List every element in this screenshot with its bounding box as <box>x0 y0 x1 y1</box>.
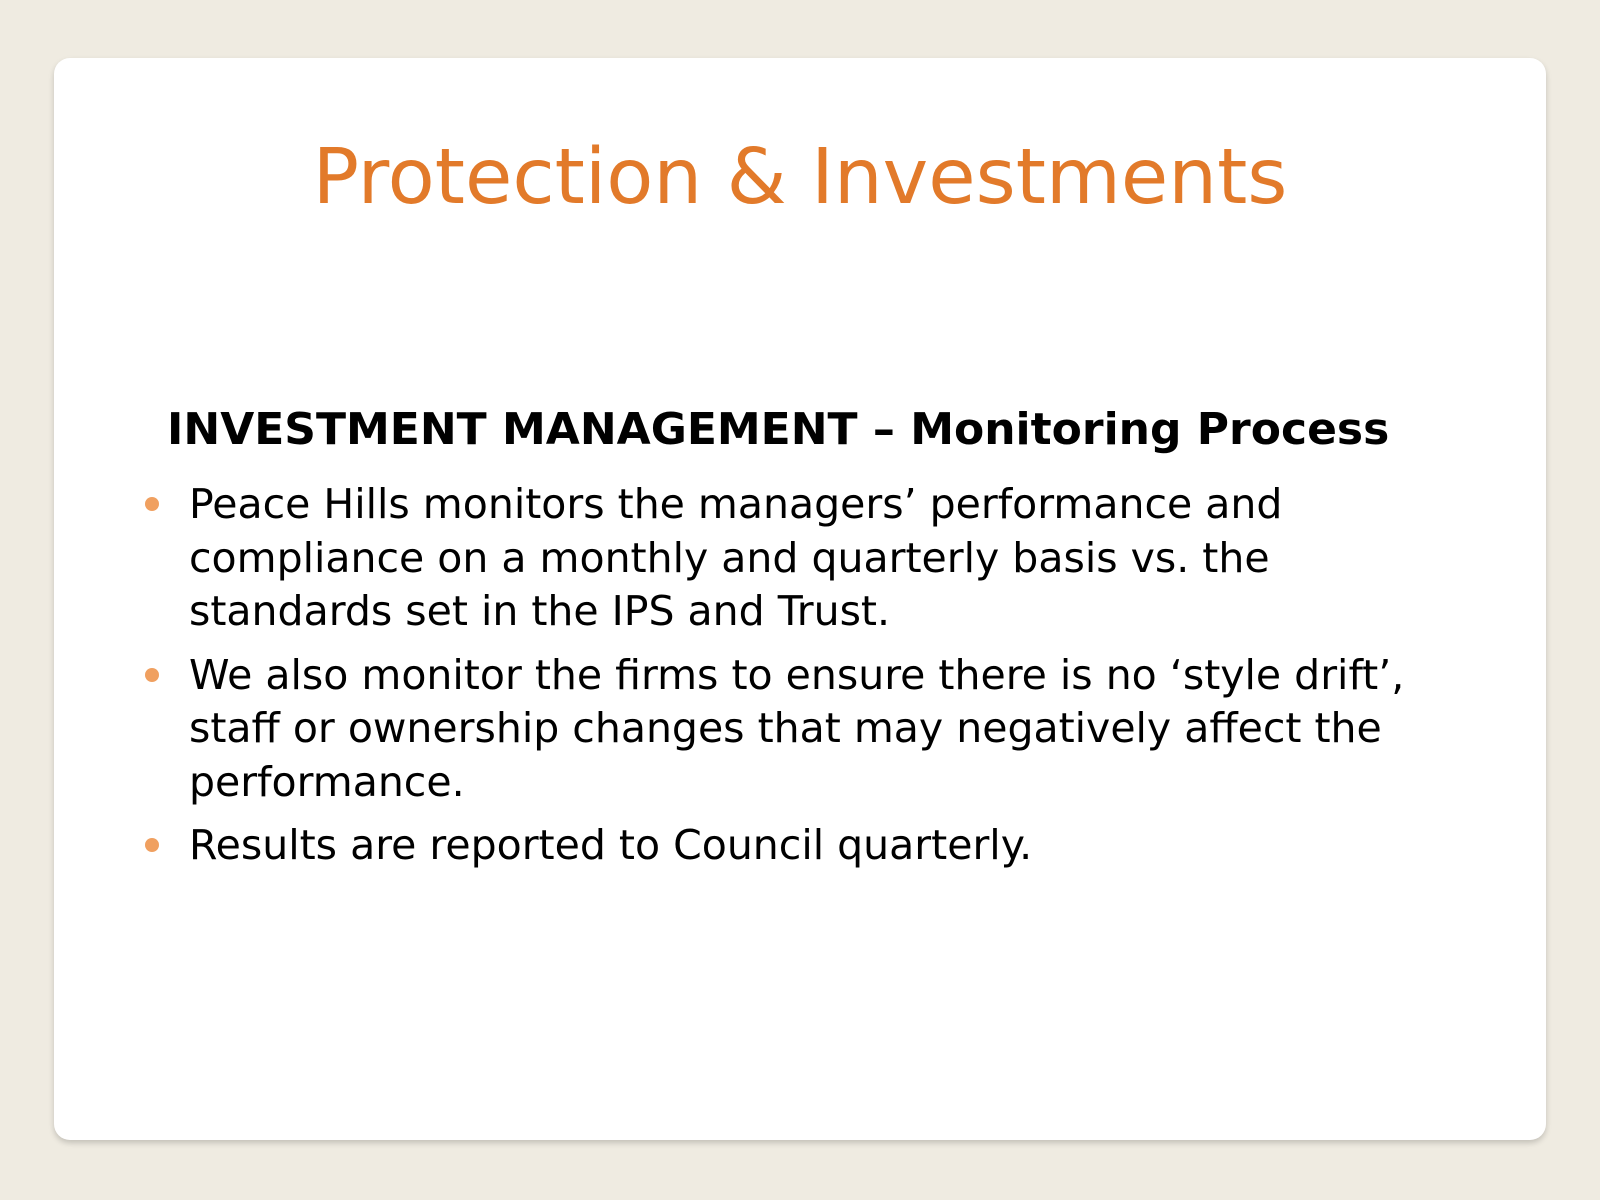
bullet-dot-icon <box>145 668 159 682</box>
bullet-item <box>142 478 1422 639</box>
bullet-text: Results are reported to Council quarterly. <box>189 821 1033 869</box>
bullet-dot-icon <box>145 838 159 852</box>
bullet-item <box>142 649 1422 810</box>
slide-title: Protection & Investments <box>312 133 1288 222</box>
bullet-list <box>142 478 1422 883</box>
bullet-dot-icon <box>145 497 159 511</box>
bullet-item <box>142 819 1422 873</box>
section-heading: INVESTMENT MANAGEMENT – Monitoring Process <box>167 404 1390 455</box>
bullet-text: Peace Hills monitors the managers’ performance and compliance on a monthly and quarterly basis vs. the standards set in the IPS and Trust. <box>189 480 1283 635</box>
bullet-text: We also monitor the firms to ensure there is no ‘style drift’, staff or ownership changes that may negatively affect the performance. <box>189 650 1405 806</box>
